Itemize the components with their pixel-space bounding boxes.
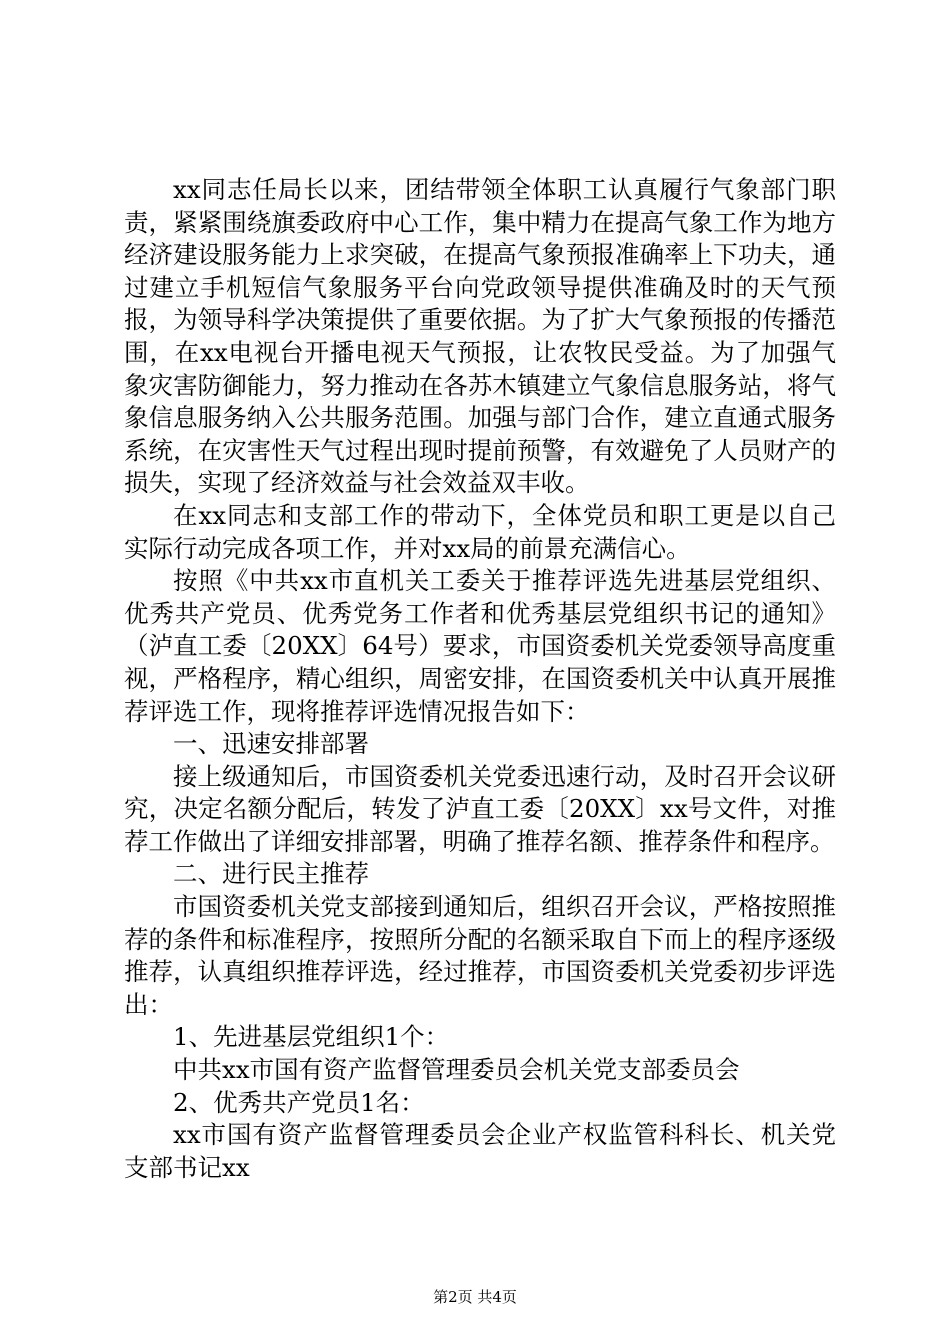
list-item: xx市国有资产监督管理委员会企业产权监管科科长、机关党支部书记xx [124,1120,836,1182]
page-footer: 第2页 共4页 [433,1288,517,1306]
paragraph: 接上级通知后，市国资委机关党委迅速行动，及时召开会议研究，决定名额分配后，转发了泸直工委〔20XX〕xx号文件，对推荐工作做出了详细安排部署，明确了推荐名额、推荐条件和程序。 [124,761,836,856]
list-item: 中共xx市国有资产监督管理委员会机关党支部委员会 [173,1055,740,1085]
section-heading: 二、进行民主推荐 [173,859,369,889]
paragraph: 市国资委机关党支部接到通知后，组织召开会议，严格按照推荐的条件和标准程序，按照所分配的名额采取自下而上的程序逐级推荐，认真组织推荐评选，经过推荐，市国资委机关党委初步评选出： [124,892,836,1019]
paragraph: 在xx同志和支部工作的带动下，全体党员和职工更是以自己实际行动完成各项工作，并对xx局的前景充满信心。 [124,500,836,563]
list-item: 1、先进基层党组织1个： [173,1022,450,1052]
paragraph: 按照《中共xx市直机关工委关于推荐评选先进基层党组织、优秀共产党员、优秀党务工作者和优秀基层党组织书记的通知》（泸直工委〔20XX〕64号）要求，市国资委机关党委领导高度重视，严格程序，精心组织，周密安排，在国资委机关中认真开展推荐评选工作，现将推荐评选情况报告如下： [124,566,836,726]
section-heading: 一、迅速安排部署 [173,729,369,759]
list-item: 2、优秀共产党员1名： [173,1087,425,1117]
document-body [124,174,836,1184]
paragraph: xx同志任局长以来，团结带领全体职工认真履行气象部门职责，紧紧围绕旗委政府中心工作，集中精力在提高气象工作为地方经济建设服务能力上求突破，在提高气象预报准确率上下功夫，通过建立手机短信气象服务平台向党政领导提供准确及时的天气预报，为领导科学决策提供了重要依据。为了扩大气象预报的传播范围，在xx电视台开播电视天气预报，让农牧民受益。为了加强气象灾害防御能力，努力推动在各苏木镇建立气象信息服务站，将气象信息服务纳入公共服务范围。加强与部门合作，建立直通式服务系统，在灾害性天气过程出现时提前预警，有效避免了人员财产的损失，实现了经济效益与社会效益双丰收。 [124,175,836,498]
